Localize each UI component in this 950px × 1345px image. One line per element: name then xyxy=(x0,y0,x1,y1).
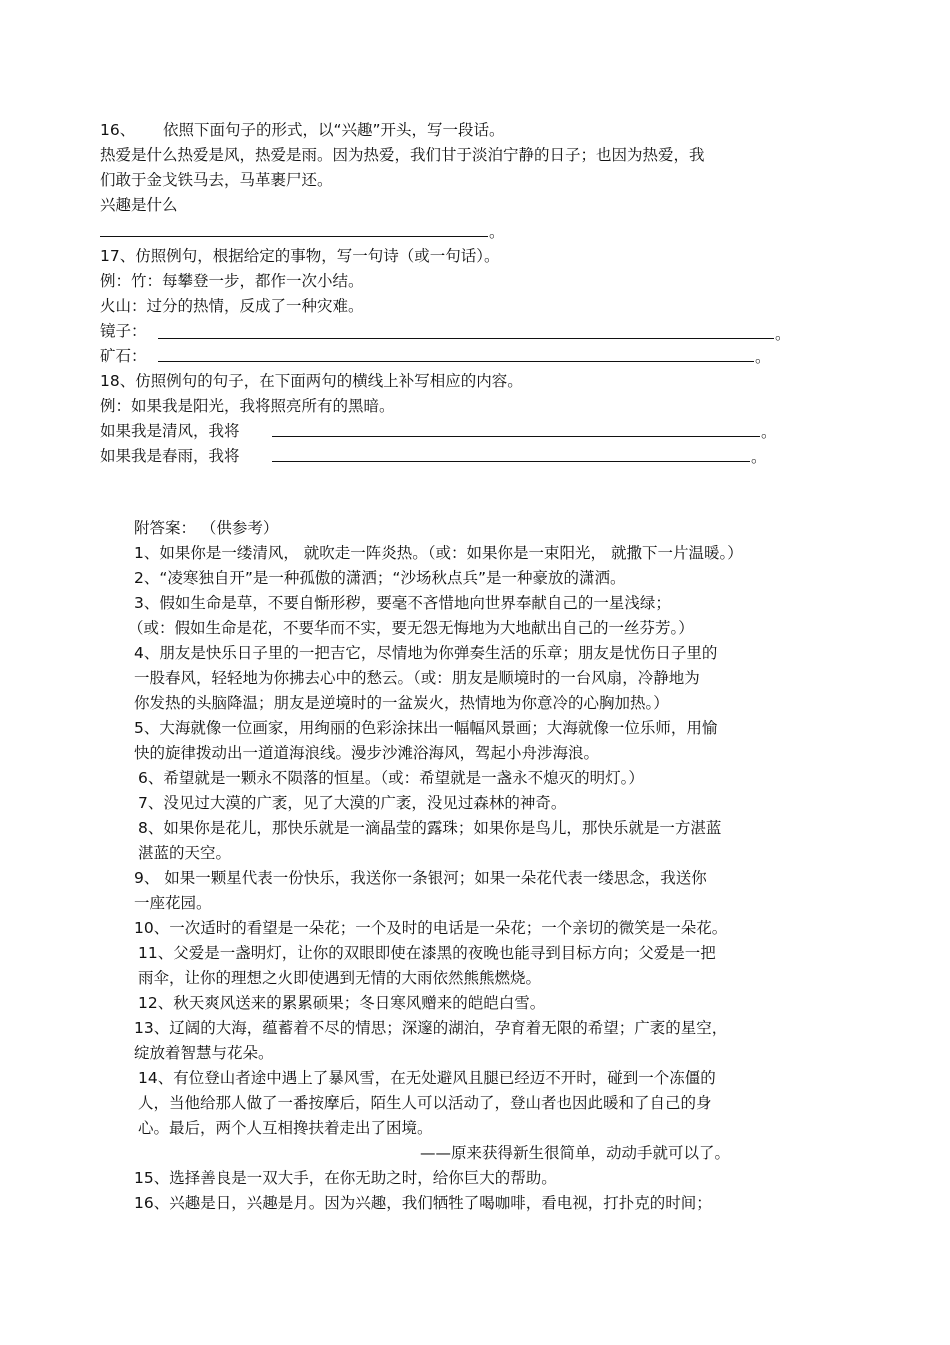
q17-ore-blank[interactable] xyxy=(158,361,754,362)
q16-example-line-2: 们敢于金戈铁马去，马革裹尸还。 xyxy=(100,171,333,189)
q18-rain-blank[interactable] xyxy=(272,461,750,462)
answer-line: 雨伞，让你的理想之火即使遇到无情的大雨依然熊熊燃烧。 xyxy=(138,969,542,987)
answer-line: 16、兴趣是日，兴趣是月。因为兴趣，我们牺牲了喝咖啡，看电视，打扑克的时间； xyxy=(134,1194,712,1212)
answer-line: 5、大海就像一位画家，用绚丽的色彩涂抹出一幅幅风景画；大海就像一位乐师，用愉 xyxy=(134,719,718,737)
q17-example-2: 火山：过分的热情，反成了一种灾难。 xyxy=(100,297,364,315)
answer-line: （或：假如生命是花，不要华而不实，要无怨无悔地为大地献出自己的一丝芬芳。） xyxy=(128,619,694,637)
answer-line: 湛蓝的天空。 xyxy=(138,844,232,862)
q17-mirror-blank[interactable] xyxy=(158,338,774,339)
q17-prompt: 17、仿照例句，根据给定的事物，写一句诗（或一句话）。 xyxy=(100,247,500,265)
q17-ore-period: 。 xyxy=(755,348,771,366)
answer-line: 4、朋友是快乐日子里的一把吉它，尽情地为你弹奏生活的乐章；朋友是忧伤日子里的 xyxy=(134,644,718,662)
answer-line: 12、秋天爽风送来的累累硕果；冬日寒风赠来的皑皑白雪。 xyxy=(138,994,546,1012)
answers-heading: 附答案： （供参考） xyxy=(134,519,279,537)
q17-item-mirror: 镜子： xyxy=(100,322,147,340)
q16-example-line-1: 热爱是什么热爱是风，热爱是雨。因为热爱，我们甘于淡泊宁静的日子；也因为热爱，我 xyxy=(100,146,705,164)
answer-line: 14、有位登山者途中遇上了暴风雪，在无处避风且腿已经迈不开时，碰到一个冻僵的 xyxy=(138,1069,716,1087)
q16-period: 。 xyxy=(489,223,505,241)
q16-prompt: 依照下面句子的形式，以“兴趣”开头，写一段话。 xyxy=(163,121,505,139)
q17-mirror-period: 。 xyxy=(775,325,791,343)
q18-prompt: 18、仿照例句的句子，在下面两句的横线上补写相应的内容。 xyxy=(100,372,523,390)
q18-example: 例：如果我是阳光，我将照亮所有的黑暗。 xyxy=(100,397,395,415)
q18-item-breeze: 如果我是清风，我将 xyxy=(100,422,240,440)
answer-line: 2、“凌寒独自开”是一种孤傲的潇洒；“沙场秋点兵”是一种豪放的潇洒。 xyxy=(134,569,626,587)
answer-line: 人，当他给那人做了一番按摩后，陌生人可以活动了，登山者也因此暖和了自己的身 xyxy=(138,1094,712,1112)
answer-line: ——原来获得新生很简单，动动手就可以了。 xyxy=(420,1144,731,1162)
answer-line: 7、没见过大漠的广袤，见了大漠的广袤，没见过森林的神奇。 xyxy=(138,794,567,812)
answer-line: 8、如果你是花儿，那快乐就是一滴晶莹的露珠；如果你是鸟儿，那快乐就是一方湛蓝 xyxy=(138,819,722,837)
answer-line: 你发热的头脑降温；朋友是逆境时的一盆炭火，热情地为你意冷的心胸加热。） xyxy=(134,694,669,712)
answer-line: 一座花园。 xyxy=(134,894,212,912)
answer-line: 10、一次适时的看望是一朵花；一个及时的电话是一朵花；一个亲切的微笑是一朵花。 xyxy=(134,919,728,937)
answer-line: 13、辽阔的大海，蕴蓄着不尽的情思；深邃的湖泊，孕育着无限的希望；广袤的星空， xyxy=(134,1019,728,1037)
q17-item-ore: 矿石： xyxy=(100,347,147,365)
answer-line: 一股春风，轻轻地为你拂去心中的愁云。（或：朋友是顺境时的一台风扇，冷静地为 xyxy=(134,669,700,687)
answer-line: 6、希望就是一颗永不陨落的恒星。（或：希望就是一盏永不熄灭的明灯。） xyxy=(138,769,644,787)
q16-answer-blank[interactable] xyxy=(100,236,488,237)
answer-line: 9、 如果一颗星代表一份快乐，我送你一条银河；如果一朵花代表一缕思念，我送你 xyxy=(134,869,707,887)
answer-line: 快的旋律拨动出一道道海浪线。漫步沙滩浴海风，驾起小舟涉海浪。 xyxy=(134,744,600,762)
answer-line: 3、假如生命是草，不要自惭形秽，要毫不吝惜地向世界奉献自己的一星浅绿； xyxy=(134,594,671,612)
q16-start-text: 兴趣是什么 xyxy=(100,196,178,214)
answer-line: 心。最后，两个人互相搀扶着走出了困境。 xyxy=(138,1119,433,1137)
q17-example-1: 例：竹：每攀登一步，都作一次小结。 xyxy=(100,272,364,290)
answer-line: 11、父爱是一盏明灯，让你的双眼即使在漆黑的夜晚也能寻到目标方向；父爱是一把 xyxy=(138,944,716,962)
answer-line: 15、选择善良是一双大手，在你无助之时，给你巨大的帮助。 xyxy=(134,1169,557,1187)
q18-rain-period: 。 xyxy=(751,448,767,466)
q18-breeze-period: 。 xyxy=(761,423,777,441)
q18-breeze-blank[interactable] xyxy=(272,436,760,437)
answer-line: 绽放着智慧与花朵。 xyxy=(134,1044,274,1062)
q16-number: 16、 xyxy=(100,121,136,139)
q18-item-rain: 如果我是春雨，我将 xyxy=(100,447,240,465)
answer-line: 1、如果你是一缕清风， 就吹走一阵炎热。（或：如果你是一束阳光， 就撒下一片温暖。） xyxy=(134,544,743,562)
